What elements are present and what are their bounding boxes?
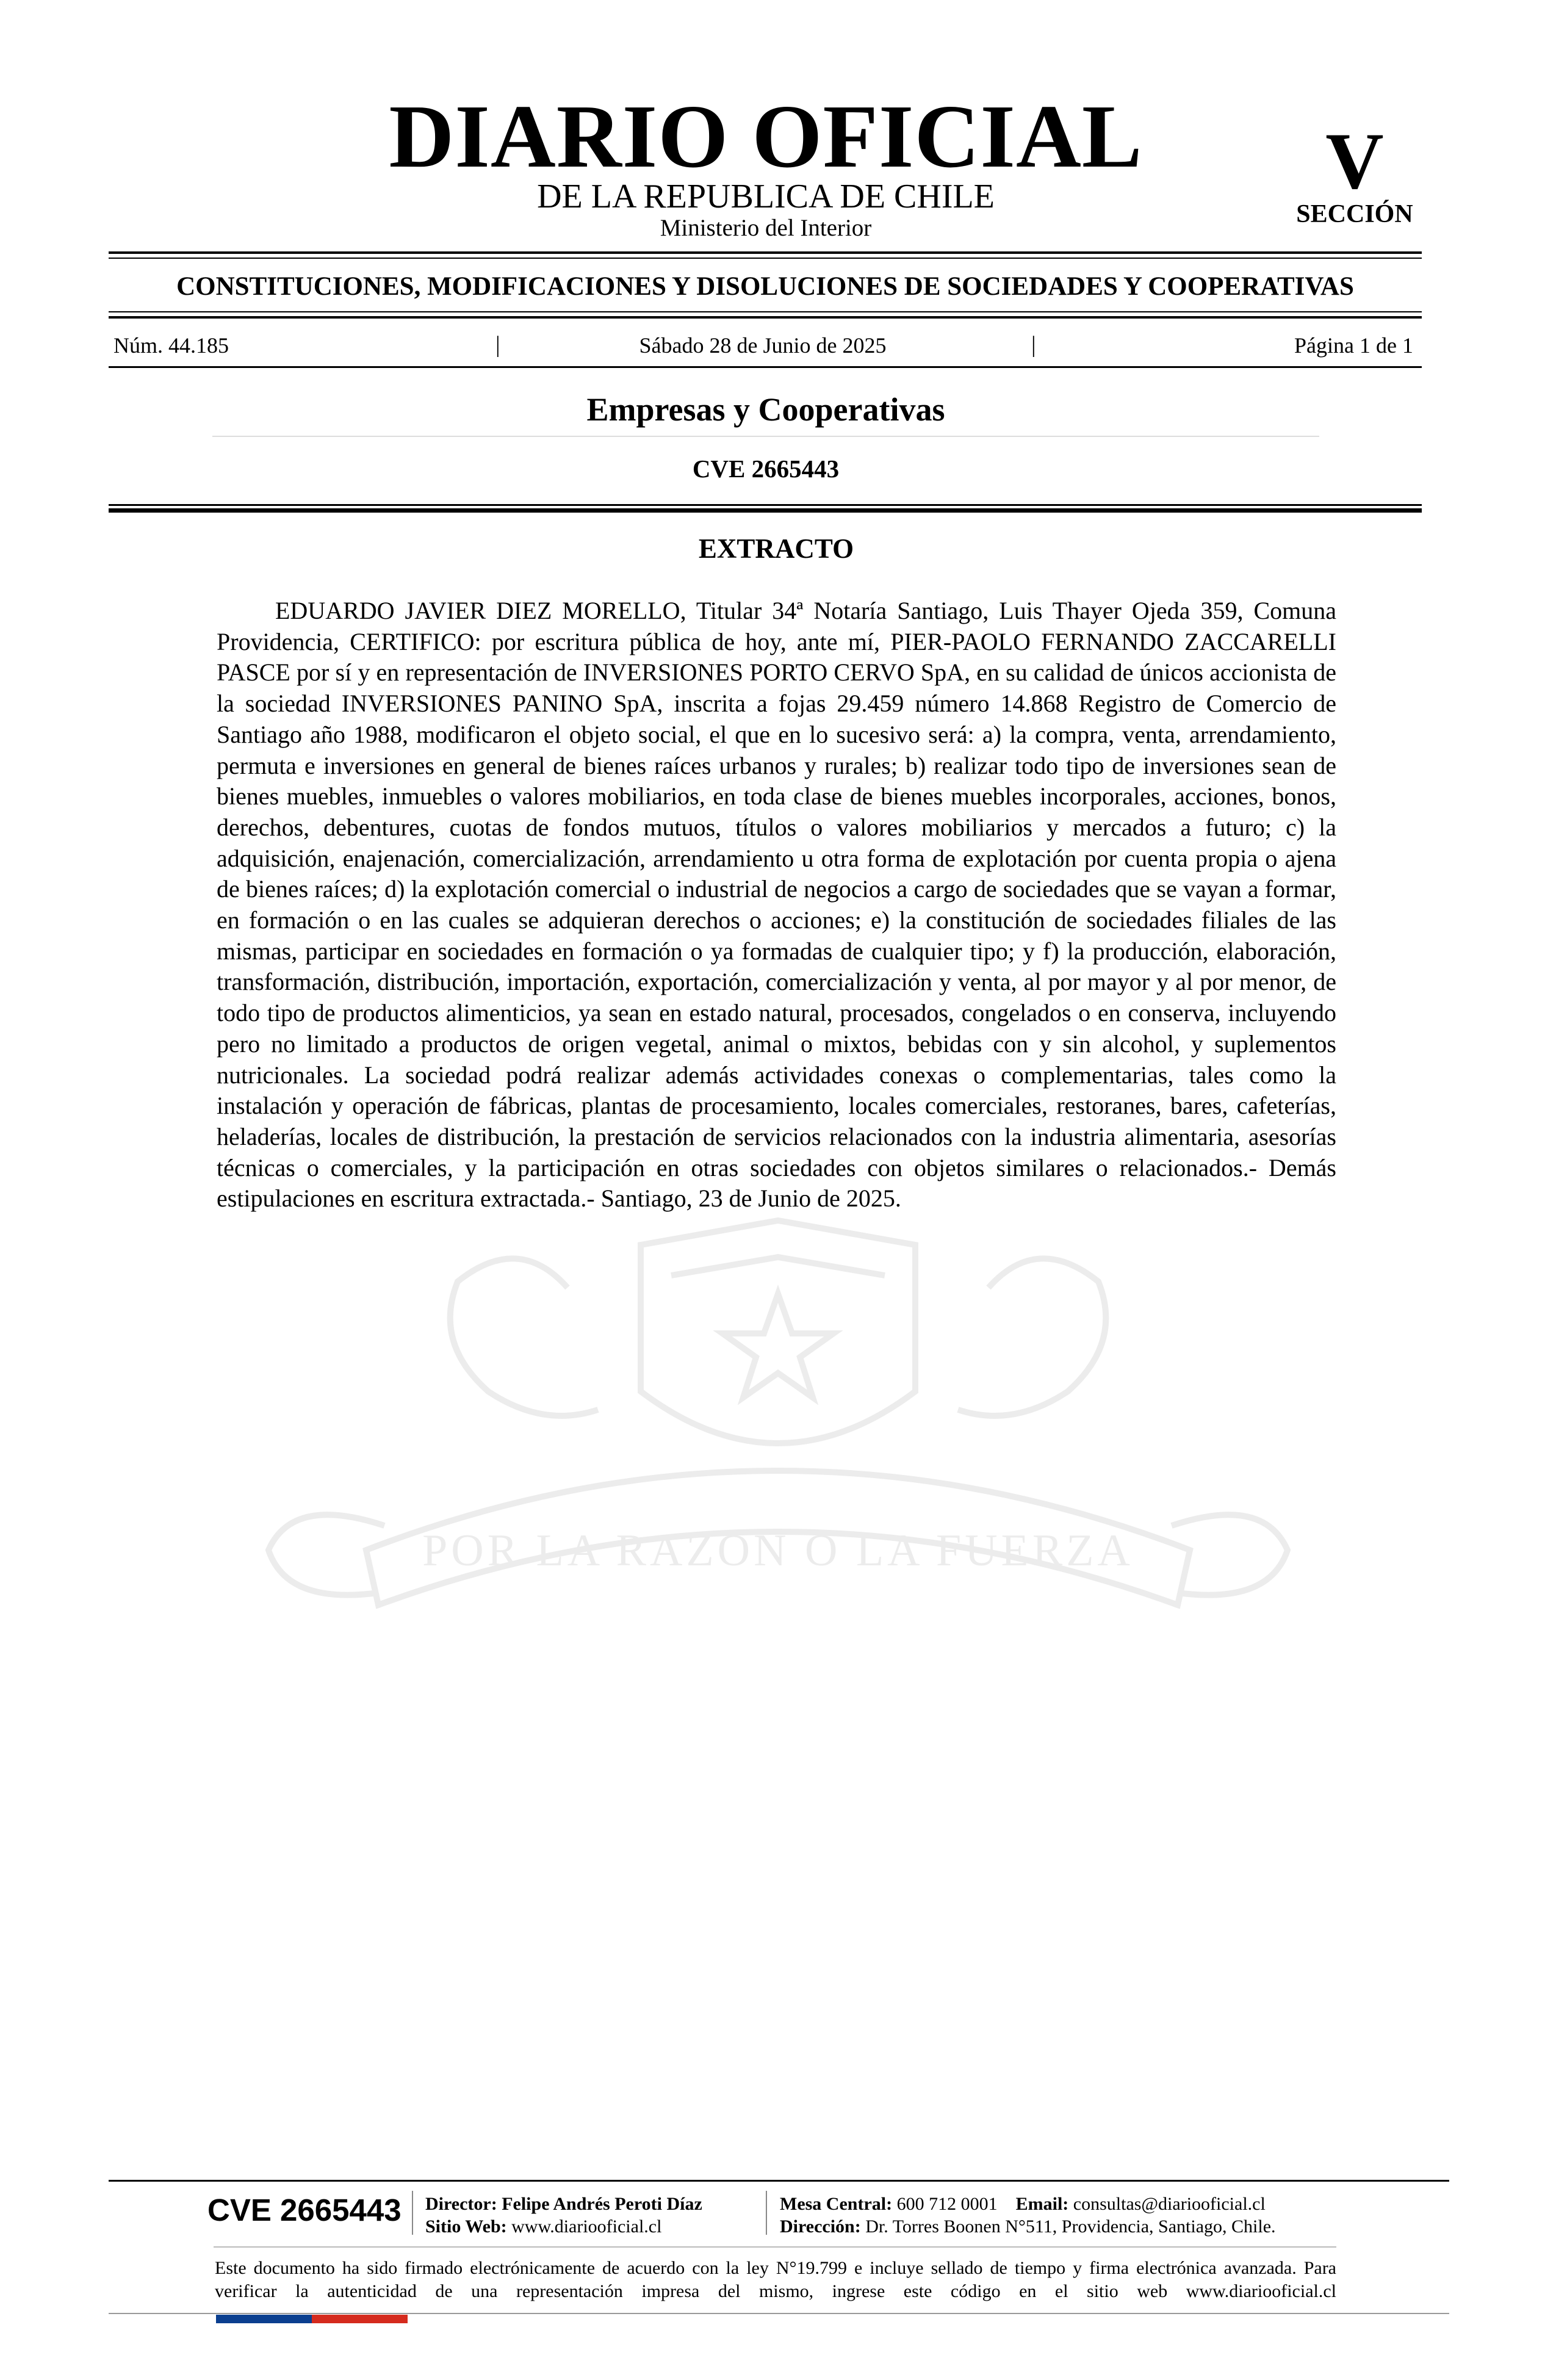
footer-rule-thin	[214, 2246, 1336, 2248]
section-rule-top	[109, 251, 1422, 254]
coat-of-arms-watermark	[201, 1208, 1355, 1672]
category-title: Empresas y Cooperativas	[586, 391, 945, 428]
footer-address	[780, 2218, 1276, 2236]
chile-flag-stripe	[216, 2315, 408, 2323]
section-rule-bottom-thin	[109, 311, 1422, 312]
category-rule	[212, 436, 1319, 437]
body-paragraph: EDUARDO JAVIER DIEZ MORELLO, Titular 34ª Notaría Santiago, Luis Thayer Ojeda 359, Comuna Providencia, CERTIFICO: por escritura pública de hoy, ante mí, PIER-PAOLO FERNANDO ZACCARELLI PASCE por sí y en representación de INVERSIONES PORTO CERVO SpA, en su calidad de únicos accionista de la sociedad INVERSIONES PANINO SpA, inscrita a fojas 29.459 número 14.868 Registro de Comercio de Santiago año 1988, modificaron el objeto social, el que en lo sucesivo será: a) la compra, venta, arrendamiento, permuta e inversiones en general de bienes raíces urbanos y rurales; b) realizar todo tipo de inversiones sean de bienes muebles, inmuebles o valores mobiliarios, en toda clase de bienes muebles incorporales, acciones, bonos, derechos, debentures, cuotas de fondos mutuos, títulos o valores mobiliarios y mercados a futuro; c) la adquisición, enajenación, comercialización, arrendamiento u otra forma de explotación por cuenta propia o ajena de bienes raíces; d) la explotación comercial o industrial de negocios a cargo de sociedades que se vayan a formar, en formación o en las cuales se adquieran derechos o acciones; e) la constitución de sociedades filiales de las mismas, participar en sociedades en formación o ya formadas de cualquier tipo; y f) la producción, elaboración, transformación, distribución, importación, exportación, comercialización y venta, al por mayor y al por menor, de todo tipo de productos alimenticios, ya sean en estado natural, procesados, congelados o en conserva, incluyendo pero no limitado a productos de origen vegetal, animal o mixtos, bebidas con y sin alcohol, y suplementos nutricionales. La sociedad podrá realizar además actividades conexas o complementarias, tales como la instalación y operación de fábricas, plantas de procesamiento, locales comerciales, restoranes, bares, cafeterías, heladerías, locales de distribución, la prestación de servicios relacionados con la industria alimentaria, asesorías técnicas o comerciales, y la participación en otras sociedades con objetos similares o relacionados.- Demás estipulaciones en escritura extractada.- Santiago, 23 de Junio de 2025.	[217, 597, 1336, 1213]
section-title: CONSTITUCIONES, MODIFICACIONES Y DISOLUCIONES DE SOCIEDADES Y COOPERATIVAS	[176, 272, 1354, 301]
footer-legal-note: Este documento ha sido firmado electrónicamente de acuerdo con la ley N°19.799 e incluye sellado de tiempo y firma electrónica avanzada. Para verificar la autenticidad de una representación impresa del mismo, ingrese este código en el sitio web www.diariooficial.cl	[215, 2258, 1336, 2301]
mesa-label: Mesa Central:	[780, 2194, 893, 2214]
footer-divider	[766, 2191, 767, 2235]
mesa-phone: 600 712 0001	[896, 2194, 998, 2214]
masthead-title: DIARIO OFICIAL	[389, 87, 1143, 187]
footer-director	[425, 2195, 702, 2213]
footer-contact	[780, 2195, 1266, 2213]
watermark-motto: POR LA RAZON O LA FUERZA	[422, 1526, 1134, 1576]
document-title: EXTRACTO	[698, 533, 854, 564]
website-label: Sitio Web:	[425, 2216, 507, 2237]
issue-rule	[109, 366, 1422, 368]
address-value: Dr. Torres Boonen N°511, Providencia, Santiago, Chile.	[865, 2216, 1276, 2237]
email-link[interactable]: consultas@diariooficial.cl	[1073, 2194, 1266, 2214]
section-letter: V	[1325, 116, 1384, 206]
footer-divider	[412, 2191, 413, 2235]
section-rule-top-thin	[109, 258, 1422, 259]
section-rule-bottom	[109, 316, 1422, 319]
address-label: Dirección:	[780, 2216, 861, 2237]
footer-cve-code: CVE 2665443	[207, 2193, 402, 2227]
footer-rule-bottom	[109, 2313, 1449, 2314]
header-rule-thick	[109, 508, 1422, 513]
footer-rule	[109, 2180, 1449, 2182]
issue-number: Núm. 44.185	[113, 333, 229, 358]
cve-code: CVE 2665443	[692, 455, 840, 483]
masthead-subtitle: DE LA REPUBLICA DE CHILE	[537, 178, 995, 215]
footer-website	[425, 2218, 661, 2236]
website-link[interactable]: www.diariooficial.cl	[511, 2216, 662, 2237]
director-label: Director:	[425, 2194, 497, 2214]
issue-date: Sábado 28 de Junio de 2025	[639, 333, 887, 358]
director-name: Felipe Andrés Peroti Díaz	[502, 2194, 702, 2214]
email-label: Email:	[1015, 2194, 1069, 2214]
masthead-ministry: Ministerio del Interior	[660, 215, 872, 241]
issue-separator: |	[495, 332, 500, 358]
issue-page: Página 1 de 1	[1294, 333, 1413, 358]
header-rule-thin	[109, 504, 1422, 506]
section-word: SECCIÓN	[1296, 200, 1413, 228]
issue-separator: |	[1031, 332, 1036, 358]
